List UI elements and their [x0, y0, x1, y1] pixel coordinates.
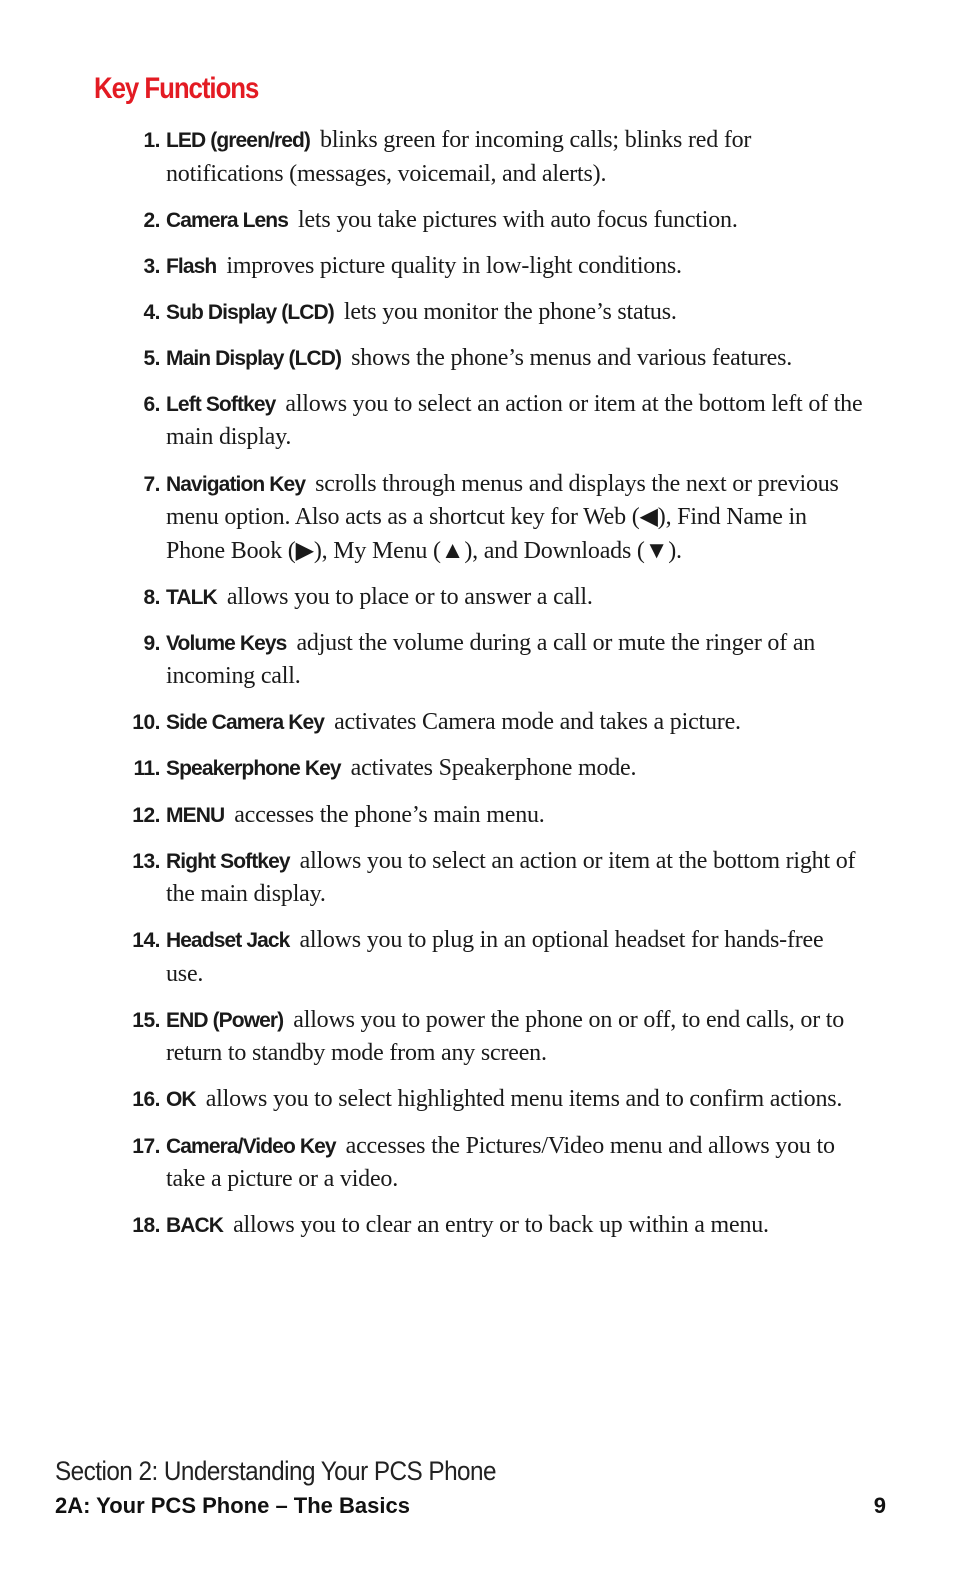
list-item — [124, 845, 864, 912]
item-term: Headset Jack — [166, 929, 290, 953]
list-item — [124, 924, 864, 991]
item-description: activates Speakerphone mode. — [350, 755, 637, 782]
item-term: Main Display (LCD) — [166, 346, 342, 370]
list-item — [124, 388, 864, 455]
list-item — [124, 250, 864, 284]
item-term: Sub Display (LCD) — [166, 300, 334, 324]
list-item — [124, 1130, 864, 1197]
list-item — [124, 627, 864, 694]
item-description: accesses the phone’s main menu. — [234, 801, 545, 828]
list-item — [124, 296, 864, 330]
item-description: allows you to select an action or item at the bottom right of the main display. — [166, 847, 856, 908]
item-number: 3. — [143, 254, 160, 278]
list-item — [124, 204, 864, 238]
item-description: blinks green for incoming calls; blinks red for notifications (messages, voicemail, and alerts). — [166, 127, 752, 187]
item-term: MENU — [166, 803, 225, 827]
item-term: Left Softkey — [166, 392, 276, 416]
item-number: 16. — [132, 1088, 160, 1112]
item-description: improves picture quality in low-light conditions. — [226, 252, 682, 279]
item-number: 9. — [143, 631, 160, 655]
list-item — [124, 1083, 864, 1117]
item-term: OK — [166, 1088, 196, 1112]
item-number: 11. — [133, 757, 160, 781]
list-item — [124, 706, 864, 740]
item-number: 6. — [143, 392, 160, 416]
list-item — [124, 124, 864, 191]
item-number: 5. — [143, 346, 160, 370]
item-description: allows you to place or to answer a call. — [226, 583, 593, 610]
footer-section-title: Section 2: Understanding Your PCS Phone — [55, 1456, 496, 1486]
item-number: 14. — [132, 929, 160, 953]
item-number: 2. — [143, 208, 160, 232]
item-term: TALK — [166, 585, 217, 609]
item-term: Volume Keys — [166, 631, 287, 655]
item-number: 1. — [143, 129, 160, 152]
list-item — [124, 468, 864, 569]
item-description: scrolls through menus and displays the next or previous menu option. Also acts as a shortcut key for Web (◀), Find Name in Phone Book (▶), My Menu (▲), and Downloads (▼). — [166, 470, 839, 564]
item-term: Speakerphone Key — [166, 757, 341, 781]
key-functions-list — [124, 124, 864, 1255]
item-number: 4. — [143, 300, 160, 324]
item-term: BACK — [166, 1214, 224, 1238]
list-item — [124, 581, 864, 615]
item-number: 17. — [132, 1134, 160, 1158]
list-item — [124, 1004, 864, 1071]
item-term: Flash — [166, 254, 217, 278]
item-number: 10. — [132, 711, 160, 735]
list-item — [124, 799, 864, 833]
item-description: lets you take pictures with auto focus function. — [298, 206, 738, 233]
item-description: allows you to clear an entry or to back up within a menu. — [233, 1212, 769, 1239]
item-term: Side Camera Key — [166, 711, 325, 735]
item-description: allows you to power the phone on or off, to end calls, or to return to standby mode from any screen. — [166, 1006, 845, 1067]
item-number: 13. — [132, 849, 160, 873]
list-item — [124, 1209, 864, 1243]
footer-chapter-title: 2A: Your PCS Phone – The Basics — [55, 1493, 410, 1518]
item-term: END (Power) — [166, 1008, 284, 1032]
item-description: allows you to select an action or item at the bottom left of the main display. — [166, 390, 863, 451]
item-term: LED (green/red) — [166, 129, 311, 152]
item-number: 12. — [132, 803, 160, 827]
item-number: 7. — [143, 472, 160, 496]
item-term: Navigation Key — [166, 472, 306, 496]
item-description: lets you monitor the phone’s status. — [343, 298, 677, 325]
page-number: 9 — [873, 1493, 886, 1518]
item-description: adjust the volume during a call or mute the ringer of an incoming call. — [166, 629, 816, 690]
item-term: Camera/Video Key — [166, 1134, 336, 1158]
item-description: accesses the Pictures/Video menu and allows you to take a picture or a video. — [166, 1132, 835, 1192]
list-item — [124, 342, 864, 376]
item-number: 15. — [132, 1008, 160, 1032]
list-item — [124, 752, 864, 786]
item-term: Right Softkey — [166, 849, 290, 873]
item-number: 8. — [143, 585, 160, 609]
item-description: allows you to plug in an optional headset for hands-free use. — [166, 927, 824, 987]
item-description: allows you to select highlighted menu items and to confirm actions. — [205, 1086, 843, 1113]
item-description: shows the phone’s menus and various features. — [351, 344, 793, 371]
page-title: Key Functions — [94, 72, 259, 105]
item-description: activates Camera mode and takes a picture. — [334, 709, 741, 736]
item-term: Camera Lens — [166, 208, 288, 232]
item-number: 18. — [132, 1214, 160, 1238]
